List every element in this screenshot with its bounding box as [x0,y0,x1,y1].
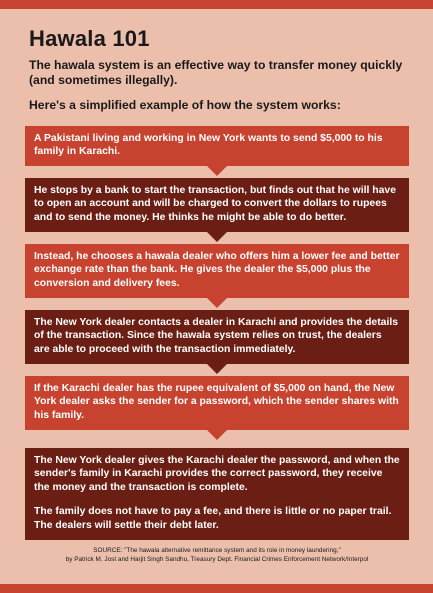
step-1-arrow [207,166,227,176]
step-3-box [25,244,409,298]
step-6-text-2: The family does not have to pay a fee, and there is little or no paper trail. The dealers will settle their debt later. [34,506,392,531]
top-border-bar [0,0,433,9]
step-4-box [25,310,409,364]
step-4-text: The New York dealer contacts a dealer in Karachi and provides the details of the transaction. Since the hawala system relies on trust, the dealers are able to proceed with the transaction immediately. [34,317,398,355]
step-3-text: Instead, he chooses a hawala dealer who offers him a lower fee and better exchange rate than the bank. He gives the dealer the $5,000 plus the conversion and delivery fees. [34,251,400,289]
step-2-arrow [207,232,227,242]
lead-text: Here's a simplified example of how the system works: [29,98,341,112]
intro-text: The hawala system is an effective way to transfer money quickly (and sometimes illegally). [29,58,403,87]
step-1-box [25,126,409,166]
source-line-1: SOURCE: "The hawala alternative remittance system and its role in money laundering," [93,547,341,554]
bottom-border-bar [0,584,433,593]
step-3-arrow [207,298,227,308]
source-citation [25,547,409,564]
step-5-arrow [207,430,227,440]
step-6-box [25,448,409,540]
step-2-text: He stops by a bank to start the transaction, but finds out that he will have to open an account and will be charged to convert the dollars to rupees and to send the money. He thinks he might be able to do better. [34,185,396,223]
step-2-box [25,178,409,232]
step-1-text: A Pakistani living and working in New York wants to send $5,000 to his family in Karachi. [34,133,383,158]
source-line-2: by Patrick M. Jost and Harjit Singh Sandhu, Treasury Dept. Financial Crimes Enforcement Network/Interpol [65,555,369,563]
title: Hawala 101 [29,26,150,51]
step-5-text: If the Karachi dealer has the rupee equivalent of $5,000 on hand, the New York dealer asks the sender for a password, which the sender shares with his family. [34,383,399,421]
step-5-box [25,376,409,430]
step-4-arrow [207,364,227,374]
step-6-text: The New York dealer gives the Karachi dealer the password, and when the sender's family in Karachi provides the correct password, they receive the money and the transaction is complete. [34,455,400,493]
